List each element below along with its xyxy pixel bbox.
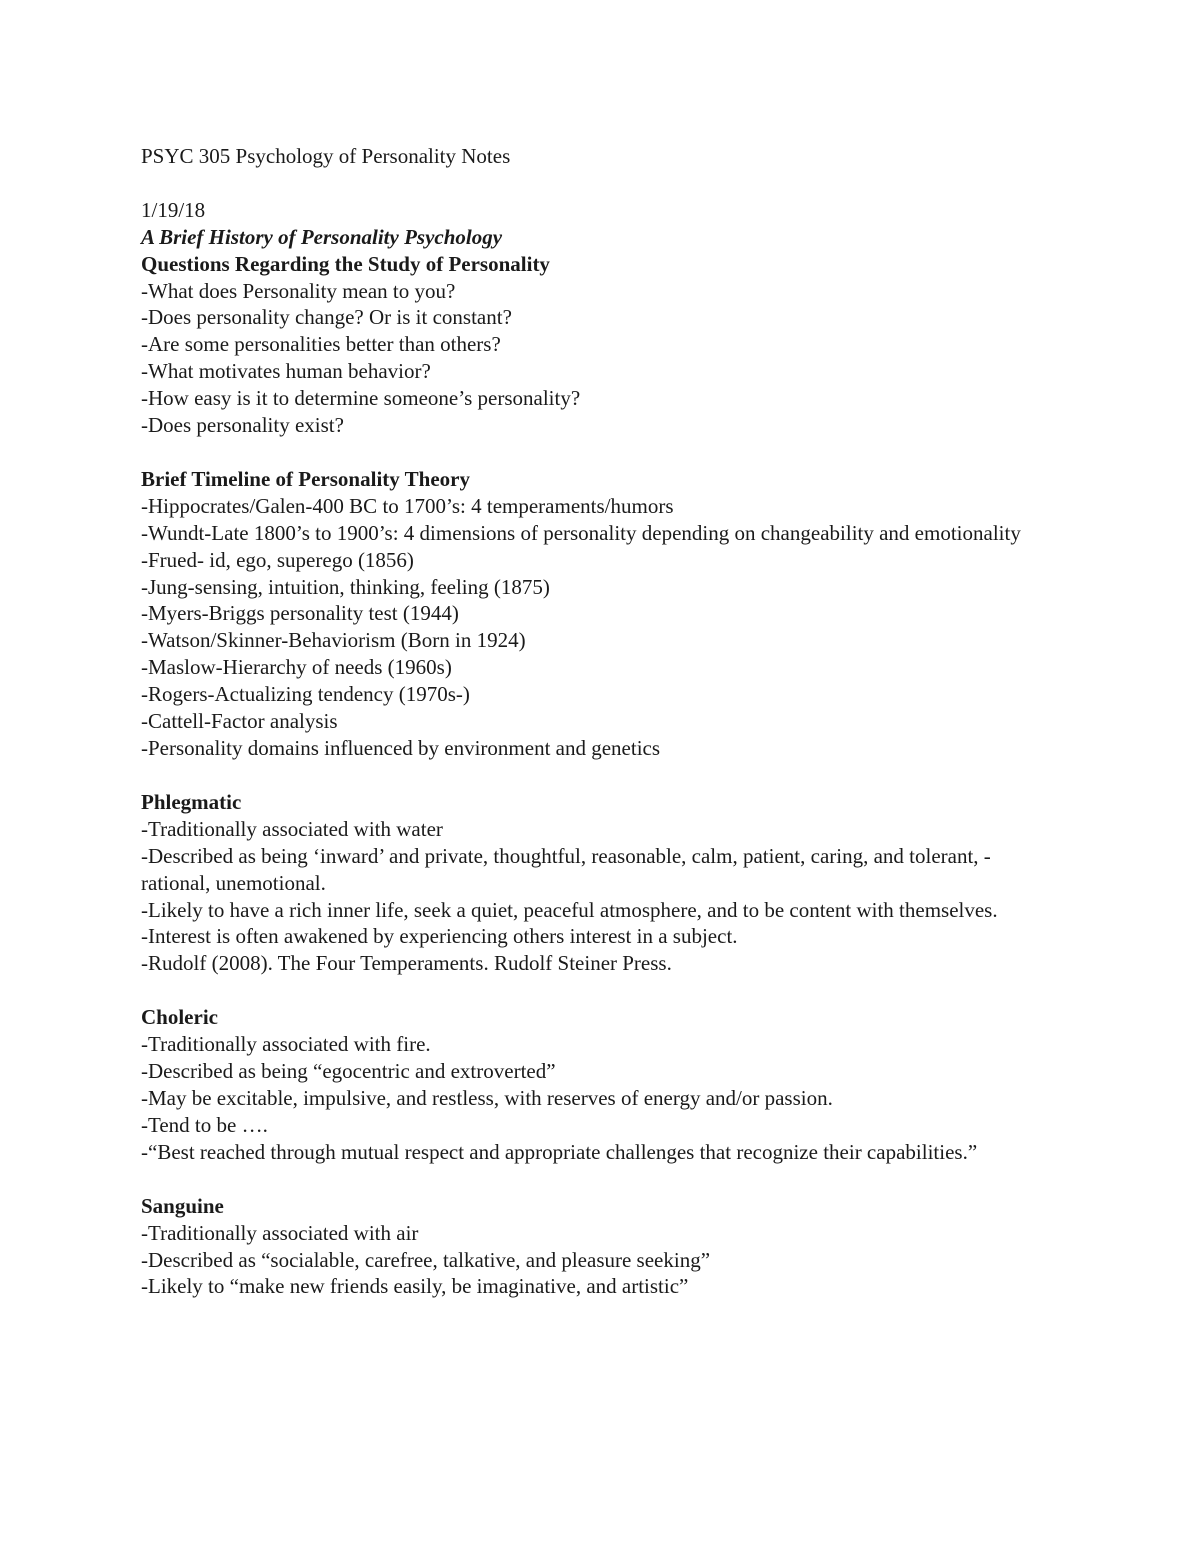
document-title: PSYC 305 Psychology of Personality Notes [141,144,511,168]
list-item: -Wundt-Late 1800’s to 1900’s: 4 dimensions of personality depending on changeability and emotionality [141,520,1021,545]
list-item: -Watson/Skinner-Behaviorism (Born in 1924) [141,628,526,653]
choleric-heading: Choleric [141,1005,218,1030]
list-item: -Myers-Briggs personality test (1944) [141,601,459,626]
phlegmatic-heading: Phlegmatic [141,789,242,814]
list-item: -What motivates human behavior? [141,359,431,384]
list-item: -Traditionally associated with air [141,1220,419,1245]
list-item: -“Best reached through mutual respect and appropriate challenges that recognize their capabilities.” [141,1139,978,1164]
list-item: -Described as “socialable, carefree, talkative, and pleasure seeking” [141,1247,711,1272]
list-item: -Described as being “egocentric and extroverted” [141,1059,556,1084]
list-item: -Traditionally associated with water [141,816,443,841]
list-item: -Hippocrates/Galen-400 BC to 1700’s: 4 temperaments/humors [141,493,674,518]
list-item: -How easy is it to determine someone’s personality? [141,386,581,411]
list-item: -Does personality exist? [141,413,344,438]
spacer [141,170,1021,197]
sanguine-heading: Sanguine [141,1193,224,1218]
spacer [141,977,1021,1004]
lecture-title: A Brief History of Personality Psychology [141,224,503,249]
list-item: -Likely to have a rich inner life, seek a quiet, peaceful atmosphere, and to be content with themselves. [141,897,998,922]
list-item: -May be excitable, impulsive, and restless, with reserves of energy and/or passion. [141,1085,833,1110]
list-item: -Likely to “make new friends easily, be imaginative, and artistic” [141,1274,689,1299]
timeline-list [141,493,1021,762]
spacer [141,1166,1021,1193]
phlegmatic-list [141,816,1021,977]
list-item: -Jung-sensing, intuition, thinking, feeling (1875) [141,574,550,599]
list-item: -Frued- id, ego, superego (1856) [141,547,414,572]
list-item: -Does personality change? Or is it constant? [141,305,512,330]
spacer [141,762,1021,789]
lecture-date: 1/19/18 [141,197,206,222]
questions-heading: Questions Regarding the Study of Personality [141,251,550,276]
spacer [141,439,1021,466]
choleric-list [141,1031,1021,1166]
list-item: -Personality domains influenced by environment and genetics [141,736,661,761]
list-item: -Cattell-Factor analysis [141,709,338,734]
list-item: -Maslow-Hierarchy of needs (1960s) [141,655,452,680]
list-item: -Interest is often awakened by experiencing others interest in a subject. [141,924,738,949]
list-item: -Rogers-Actualizing tendency (1970s-) [141,682,470,707]
questions-list [141,278,1021,439]
sanguine-list [141,1220,1021,1301]
list-item: -What does Personality mean to you? [141,278,456,303]
document-body [141,143,1021,1300]
list-item: -Described as being ‘inward’ and private, thoughtful, reasonable, calm, patient, caring, and tolerant, -rational, unemotional. [141,843,991,895]
list-item: -Tend to be …. [141,1112,268,1137]
timeline-heading: Brief Timeline of Personality Theory [141,466,470,491]
list-item: -Rudolf (2008). The Four Temperaments. Rudolf Steiner Press. [141,951,672,976]
list-item: -Are some personalities better than others? [141,332,501,357]
list-item: -Traditionally associated with fire. [141,1032,431,1057]
